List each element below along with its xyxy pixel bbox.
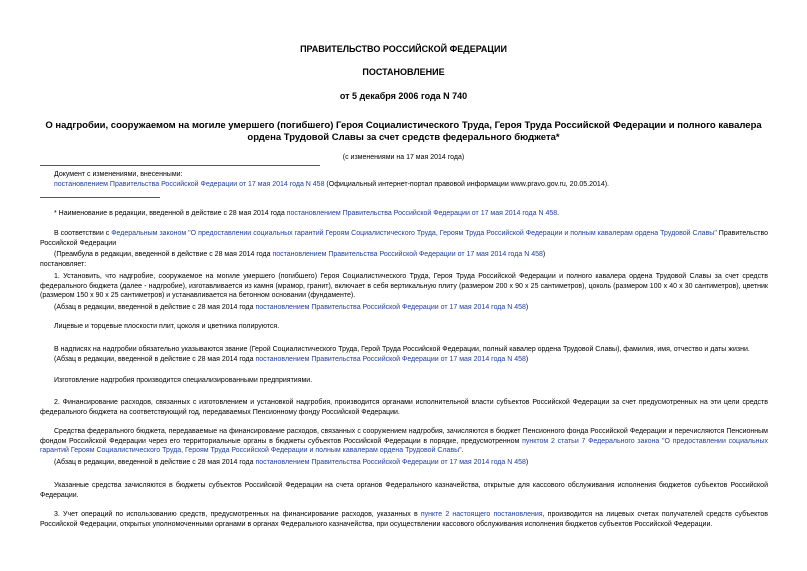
inscription-edition-link[interactable]: постановлением Правительства Российской Федерации от 17 мая 2014 года N 458 [255,356,526,363]
date-heading: от 5 декабря 2006 года N 740 [339,91,468,101]
document-title: О надгробии, сооружаемом на могиле умершего (погибшего) Героя Социалистического Труда, Героя Труда Российской Федерации и полного кавалера ордена Трудовой Славы за счет средств федерального бюджета* [45,120,762,143]
item-1-edition-link[interactable]: постановлением Правительства Российской Федерации от 17 мая 2014 года N 458 [255,304,526,311]
item-2-reference-link[interactable]: пункте 2 настоящего постановления [420,511,543,518]
changes-note: (с изменениями на 17 мая 2014 года) [342,154,465,161]
item-2-treasury: Указанные средства зачисляются в бюджеты субъектов Российской Федерации на счета органов Федерального казначейства, открытые для кассового обслуживания исполнения бюджетов субъектов Российской Федерации. [40,482,768,499]
decides: постановляет: [40,261,87,268]
item-1-polish: Лицевые и торцевые плоскости плит, цоколя и цветника полируются. [54,323,280,330]
item-1: 1. Установить, что надгробие, сооружаемое на могиле умершего (погибшего) Героя Социалистического Труда, Героя Труда Российской Федерации и полного кавалера ордена Трудовой Славы за счет средств федерального бюджета (далее - надгробие), изготавливается из камня (мрамор, гранит), включает в себя вертикальную плиту (размером 200 х 90 х 25 сантиметров), цоколь (размером 100 х 40 х 30 сантиметров), цветник (размером 150 х 90 х 25 сантиметров) и устанавливается на бетонном основании (фундаменте). [40,273,768,300]
doc-changes-line: постановлением Правительства Российской Федерации от 17 мая 2014 года N 458 (Официальный интернет-портал правовой информации www.pravo.gov.ru, 20.05.2014). [54,181,609,188]
federal-law-link[interactable]: Федеральным законом "О предоставлении социальных гарантий Героям Социалистического Труда, Героям Труда Российской Федерации и полным кавалерам ордена Трудовой Славы" [111,230,717,237]
preamble-edition: (Преамбула в редакции, введенной в действие с 28 мая 2014 года постановлением Правительства Российской Федерации от 17 мая 2014 года N 458) [54,251,546,258]
doc-type-heading: ПОСТАНОВЛЕНИЕ [362,67,445,77]
preamble: В соответствии с Федеральным законом "О предоставлении социальных гарантий Героям Социалистического Труда, Героям Труда Российской Федерации и полным кавалерам ордена Трудовой Славы" Правительство Российской Федерации [40,230,769,247]
preamble-edition-link[interactable]: постановлением Правительства Российской Федерации от 17 мая 2014 года N 458 [272,251,543,258]
item-1-inscription-edition: (Абзац в редакции, введенной в действие с 28 мая 2014 года постановлением Правительства Российской Федерации от 17 мая 2014 года N 458) [54,356,529,363]
item-1-inscription: В надписях на надгробии обязательно указываются звание (Герой Социалистического Труда, Герой Труда Российской Федерации, полный кавалер ордена Трудовой Славы), фамилия, имя, отчество и даты жизни. [54,346,750,353]
article-7-link[interactable]: пунктом 2 статьи 7 Федерального закона "О предоставлении социальных гарантий Героям Социалистического Труда, Героям Труда Российской Федерации и полным кавалерам ордена Трудовой Славы" [40,437,768,455]
footnote-link[interactable]: постановлением Правительства Российской Федерации от 17 мая 2014 года N 458 [286,210,558,217]
item-2: 2. Финансирование расходов, связанных с изготовлением и установкой надгробия, производится органами исполнительной власти субъектов Российской Федерации за счет предусмотренных на эти цели средств федерального бюджета на соответствующий год, передаваемых Пенсионному фонду Российской Федерации. [40,399,768,416]
footnote-divider [40,197,160,198]
item-1-edition: (Абзац в редакции, введенной в действие с 28 мая 2014 года постановлением Правительства Российской Федерации от 17 мая 2014 года N 458) [54,304,529,311]
item-2-funds: Средства федерального бюджета, передаваемые на финансирование расходов, связанных с сооружением надгробия, зачисляются в бюджет Пенсионного фонда Российской Федерации и перечисляются Пенсионным фондом Российской Федерации через его территориальные органы в бюджеты субъектов Российской Федерации в порядке, предусмотренном пунктом 2 статьи 7 Федерального закона "О предоставлении социальных гарантий Героям Социалистического Труда, Героям Труда Российской Федерации и полным кавалерам ордена Трудовой Славы". [40,428,768,455]
funds-edition-link[interactable]: постановлением Правительства Российской Федерации от 17 мая 2014 года N 458 [255,459,526,466]
divider [40,165,320,166]
item-1-made: Изготовление надгробия производится специализированными предприятиями. [54,377,313,384]
item-2-funds-edition: (Абзац в редакции, введенной в действие с 28 мая 2014 года постановлением Правительства Российской Федерации от 17 мая 2014 года N 458) [54,459,529,466]
org-heading: ПРАВИТЕЛЬСТВО РОССИЙСКОЙ ФЕДЕРАЦИИ [300,44,507,54]
doc-changes-label: Документ с изменениями, внесенными: [54,171,183,178]
footnote: * Наименование в редакции, введенной в действие с 28 мая 2014 года постановлением Правительства Российской Федерации от 17 мая 2014 года N 458. [54,210,560,217]
doc-changes-link[interactable]: постановлением Правительства Российской Федерации от 17 мая 2014 года N 458 [54,181,325,188]
item-3: 3. Учет операций по использованию средств, предусмотренных на финансирование расходов, указанных в пункте 2 настоящего постановления, производится на лицевых счетах получателей средств субъектов Российской Федерации, открытых уполномоченными органами в органах Федерального казначейства, при осуществлении кассового обслуживания исполнения бюджетов субъектов Российской Федерации. [40,511,769,528]
